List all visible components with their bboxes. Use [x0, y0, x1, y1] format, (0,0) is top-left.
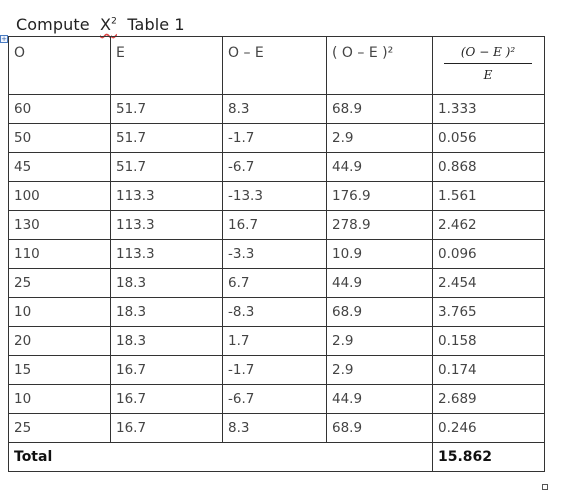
cell-diff[interactable]: 16.7: [223, 211, 327, 240]
cell-o[interactable]: 25: [9, 414, 111, 443]
cell-chi[interactable]: 2.689: [433, 385, 545, 414]
cell-o[interactable]: 60: [9, 95, 111, 124]
cell-sq[interactable]: 2.9: [327, 124, 433, 153]
cell-chi[interactable]: 0.174: [433, 356, 545, 385]
cell-chi[interactable]: 0.158: [433, 327, 545, 356]
cell-diff[interactable]: -6.7: [223, 385, 327, 414]
cell-diff[interactable]: -6.7: [223, 153, 327, 182]
cell-e[interactable]: 18.3: [111, 269, 223, 298]
table-row: [9, 385, 545, 414]
cell-e[interactable]: 16.7: [111, 385, 223, 414]
fraction-denominator: E: [483, 68, 493, 82]
cell-o[interactable]: 45: [9, 153, 111, 182]
table-resize-handle-icon[interactable]: [542, 484, 548, 490]
total-row: [9, 443, 545, 472]
cell-chi[interactable]: 0.056: [433, 124, 545, 153]
cell-o[interactable]: 10: [9, 385, 111, 414]
cell-e[interactable]: 51.7: [111, 124, 223, 153]
chi-square-table[interactable]: [8, 36, 545, 472]
total-value[interactable]: 15.862: [433, 443, 545, 472]
cell-diff[interactable]: -1.7: [223, 124, 327, 153]
cell-e[interactable]: 113.3: [111, 211, 223, 240]
cell-o[interactable]: 100: [9, 182, 111, 211]
fraction-formula: [438, 45, 544, 82]
cell-chi[interactable]: 0.246: [433, 414, 545, 443]
table-row: [9, 240, 545, 269]
page-title: [16, 15, 185, 34]
cell-o[interactable]: 15: [9, 356, 111, 385]
cell-e[interactable]: 16.7: [111, 414, 223, 443]
table-row: [9, 182, 545, 211]
cell-chi[interactable]: 2.454: [433, 269, 545, 298]
table-row: [9, 298, 545, 327]
cell-o[interactable]: 25: [9, 269, 111, 298]
cell-chi[interactable]: 1.333: [433, 95, 545, 124]
cell-diff[interactable]: 8.3: [223, 95, 327, 124]
header-chi-fraction[interactable]: [433, 37, 545, 95]
cell-chi[interactable]: 1.561: [433, 182, 545, 211]
table-row: [9, 211, 545, 240]
cell-chi[interactable]: 3.765: [433, 298, 545, 327]
table-row: [9, 269, 545, 298]
cell-chi[interactable]: 0.868: [433, 153, 545, 182]
cell-o[interactable]: 10: [9, 298, 111, 327]
table-row: [9, 414, 545, 443]
title-suffix: Table 1: [127, 15, 185, 34]
cell-chi[interactable]: 2.462: [433, 211, 545, 240]
total-label[interactable]: Total: [9, 443, 433, 472]
cell-diff[interactable]: -3.3: [223, 240, 327, 269]
cell-sq[interactable]: 44.9: [327, 153, 433, 182]
cell-sq[interactable]: 68.9: [327, 414, 433, 443]
table-row: [9, 95, 545, 124]
cell-diff[interactable]: -13.3: [223, 182, 327, 211]
cell-diff[interactable]: -8.3: [223, 298, 327, 327]
table-row: [9, 356, 545, 385]
cell-e[interactable]: 51.7: [111, 95, 223, 124]
header-squared[interactable]: ( O – E )²: [327, 37, 433, 95]
cell-diff[interactable]: -1.7: [223, 356, 327, 385]
table-row: [9, 153, 545, 182]
table-row: [9, 327, 545, 356]
header-e[interactable]: E: [111, 37, 223, 95]
header-o-minus-e[interactable]: O – E: [223, 37, 327, 95]
cell-o[interactable]: 50: [9, 124, 111, 153]
header-o[interactable]: O: [9, 37, 111, 95]
cell-sq[interactable]: 44.9: [327, 269, 433, 298]
cell-sq[interactable]: 68.9: [327, 298, 433, 327]
cell-diff[interactable]: 1.7: [223, 327, 327, 356]
table-move-handle-icon[interactable]: +: [1, 35, 7, 43]
cell-e[interactable]: 16.7: [111, 356, 223, 385]
cell-sq[interactable]: 2.9: [327, 356, 433, 385]
cell-diff[interactable]: 8.3: [223, 414, 327, 443]
cell-e[interactable]: 113.3: [111, 182, 223, 211]
cell-sq[interactable]: 2.9: [327, 327, 433, 356]
cell-diff[interactable]: 6.7: [223, 269, 327, 298]
cell-o[interactable]: 20: [9, 327, 111, 356]
cell-sq[interactable]: 44.9: [327, 385, 433, 414]
cell-e[interactable]: 113.3: [111, 240, 223, 269]
cell-e[interactable]: 51.7: [111, 153, 223, 182]
cell-o[interactable]: 130: [9, 211, 111, 240]
title-symbol: $X^2$: [100, 15, 117, 34]
header-row: [9, 37, 545, 95]
cell-e[interactable]: 18.3: [111, 298, 223, 327]
title-prefix: Compute: [16, 15, 90, 34]
table-row: [9, 124, 545, 153]
cell-o[interactable]: 110: [9, 240, 111, 269]
fraction-numerator: (O − E )²: [444, 45, 532, 64]
cell-sq[interactable]: 176.9: [327, 182, 433, 211]
cell-sq[interactable]: 278.9: [327, 211, 433, 240]
cell-sq[interactable]: 68.9: [327, 95, 433, 124]
cell-sq[interactable]: 10.9: [327, 240, 433, 269]
cell-e[interactable]: 18.3: [111, 327, 223, 356]
cell-chi[interactable]: 0.096: [433, 240, 545, 269]
